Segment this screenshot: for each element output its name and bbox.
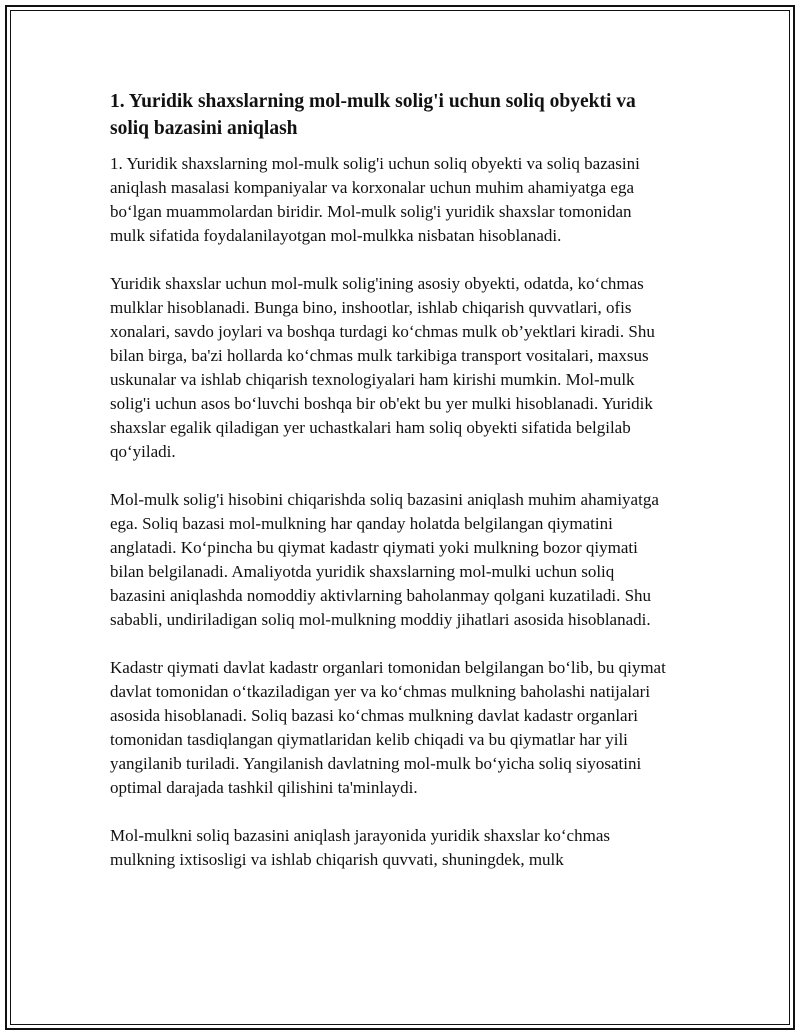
paragraph-4: Kadastr qiymati davlat kadastr organlari tomonidan belgilangan bo‘lib, bu qiymat davlat tomonidan o‘tkaziladigan yer va ko‘chmas mulkning baholashi natijalari asosida hisoblanadi. Soliq bazasi ko‘chmas mulkning davlat kadastr organlari tomonidan tasdiqlangan qiymatlaridan kelib chiqadi va bu qiymatlar har yili yangilanib turiladi. Yangilanish davlatning mol-mulk bo‘yicha soliq siyosatini optimal darajada tashkil qilishini ta'minlaydi.: [110, 658, 666, 797]
paragraph-1: 1. Yuridik shaxslarning mol-mulk solig'i uchun soliq obyekti va soliq bazasini aniqlash masalasi kompaniyalar va korxonalar uchun muhim ahamiyatga ega bo‘lgan muammolardan biridir. Mol-mulk solig'i yuridik shaxslar tomonidan mulk sifatida foydalanilayotgan mol-mulkka nisbatan hisoblanadi.: [110, 154, 640, 245]
paragraph-5: Mol-mulkni soliq bazasini aniqlash jarayonida yuridik shaxslar ko‘chmas mulkning ixtisosligi va ishlab chiqarish quvvati, shuningdek, mulk: [110, 826, 610, 869]
section-heading: 1. Yuridik shaxslarning mol-mulk solig'i uchun soliq obyekti va soliq bazasini aniqlash: [110, 91, 636, 139]
document-body: [110, 88, 670, 896]
paragraph-2: Yuridik shaxslar uchun mol-mulk solig'ining asosiy obyekti, odatda, ko‘chmas mulklar hisoblanadi. Bunga bino, inshootlar, ishlab chiqarish quvvatlari, ofis xonalari, savdo joylari va boshqa turdagi ko‘chmas mulk ob’yektlari kiradi. Shu bilan birga, ba'zi hollarda ko‘chmas mulk tarkibiga transport vositalari, maxsus uskunalar va ishlab chiqarish texnologiyalari ham kirishi mumkin. Mol-mulk solig'i uchun asos bo‘luvchi boshqa bir ob'ekt bu yer mulki hisoblanadi. Yuridik shaxslar egalik qiladigan yer uchastkalari ham soliq obyekti sifatida belgilab qo‘yiladi.: [110, 274, 655, 461]
paragraph-3: Mol-mulk solig'i hisobini chiqarishda soliq bazasini aniqlash muhim ahamiyatga ega. Soliq bazasi mol-mulkning har qanday holatda belgilangan qiymatini anglatadi. Ko‘pincha bu qiymat kadastr qiymati yoki mulkning bozor qiymati bilan belgilanadi. Amaliyotda yuridik shaxslarning mol-mulki uchun soliq bazasini aniqlashda nomoddiy aktivlarning baholanmay qolgani kuzatiladi. Shu sababli, undiriladigan soliq mol-mulkning moddiy jihatlari asosida hisoblanadi.: [110, 490, 659, 629]
